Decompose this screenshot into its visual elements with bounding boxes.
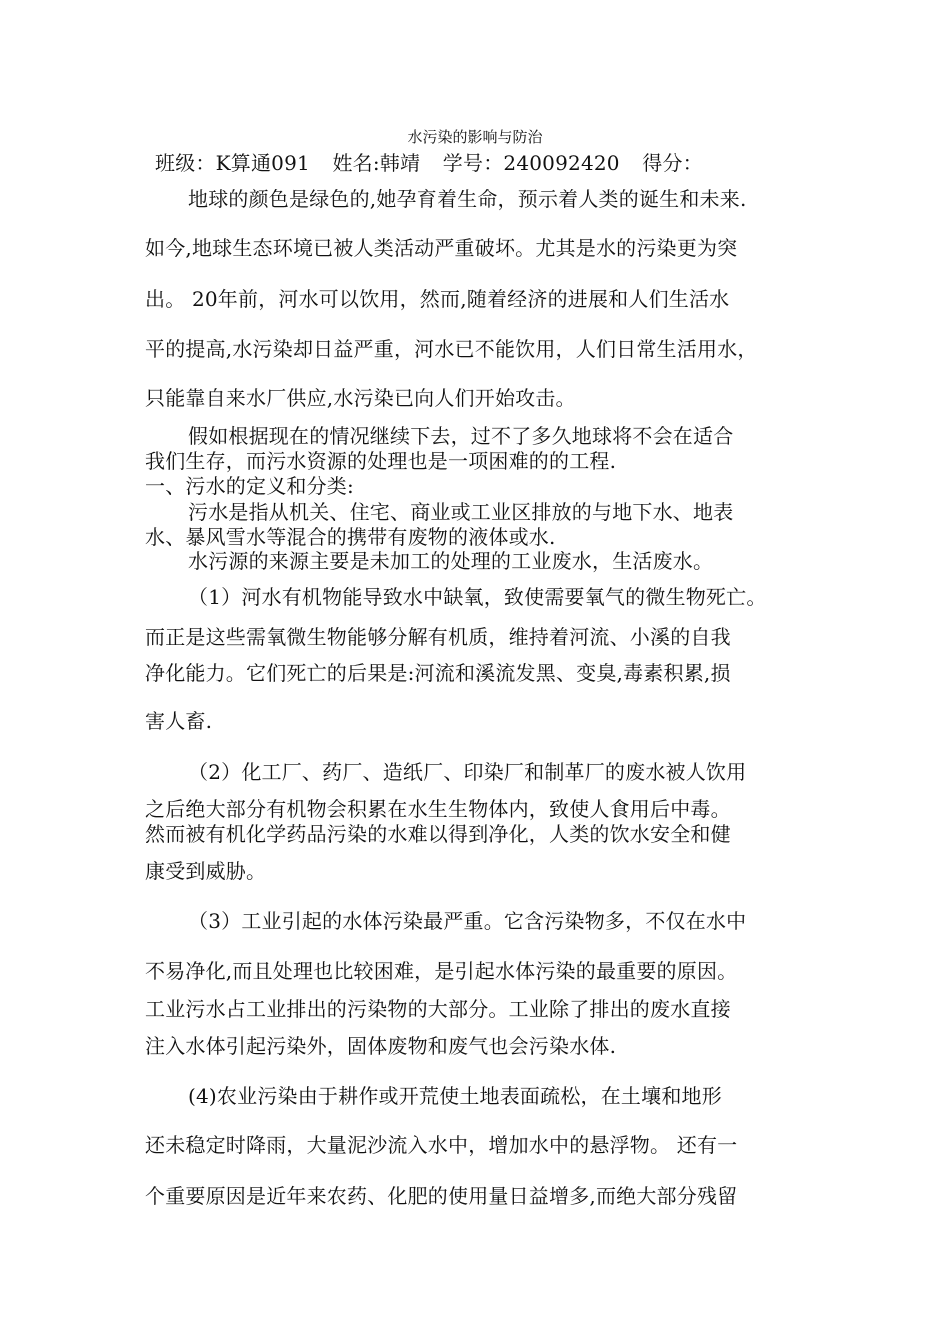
paragraph-line: 水、暴风雪水等混合的携带有废物的液体或水. (145, 525, 556, 549)
paragraph-line: 害人畜. (145, 709, 213, 733)
paragraph-line: 还未稳定时降雨，大量泥沙流入水中，增加水中的悬浮物。 还有一 (145, 1133, 738, 1157)
paragraph-line: 工业污水占工业排出的污染物的大部分。工业除了排出的废水直接 (145, 997, 731, 1021)
name-field: 姓名:韩靖 (332, 151, 421, 175)
paragraph-line: 然而被有机化学药品污染的水难以得到净化，人类的饮水安全和健 (145, 822, 731, 846)
score-field: 得分： (642, 151, 703, 175)
paragraph-line: （3）工业引起的水体污染最严重。它含污染物多，不仅在水中 (188, 909, 747, 933)
paragraph-line: 污水是指从机关、住宅、商业或工业区排放的与地下水、地表 (188, 500, 734, 524)
document-title: 水污染的影响与防治 (407, 128, 543, 146)
paragraph-line: 不易净化,而且处理也比较困难，是引起水体污染的最重要的原因。 (145, 959, 738, 983)
paragraph-line: 只能靠自来水厂供应,水污染已向人们开始攻击。 (145, 386, 576, 410)
paragraph-line: 而正是这些需氧微生物能够分解有机质，维持着河流、小溪的自我 (145, 625, 731, 649)
paragraph-line: 水污源的来源主要是未加工的处理的工业废水，生活废水。 (188, 549, 714, 573)
paragraph-line: （2）化工厂、药厂、造纸厂、印染厂和制革厂的废水被人饮用 (188, 760, 747, 784)
student-info (155, 151, 835, 175)
paragraph-line: 出。 20年前，河水可以饮用，然而,随着经济的进展和人们生活水 (145, 287, 730, 311)
paragraph-line: 注入水体引起污染外，固体废物和废气也会污染水体. (145, 1034, 617, 1058)
paragraph-line: （1）河水有机物能导致水中缺氧，致使需要氧气的微生物死亡。 (188, 585, 767, 609)
paragraph-line: (4)农业污染由于耕作或开荒使土地表面疏松，在土壤和地形 (188, 1084, 722, 1108)
section-heading: 一、污水的定义和分类: (145, 474, 354, 498)
paragraph-line: 净化能力。它们死亡的后果是:河流和溪流发黑、变臭,毒素积累,损 (145, 661, 731, 685)
paragraph-line: 假如根据现在的情况继续下去，过不了多久地球将不会在适合 (188, 424, 734, 448)
paragraph-line: 地球的颜色是绿色的,她孕育着生命，预示着人类的诞生和未来. (188, 187, 747, 211)
paragraph-line: 如今,地球生态环境已被人类活动严重破坏。尤其是水的污染更为突 (145, 236, 738, 260)
paragraph-line: 我们生存，而污水资源的处理也是一项困难的的工程. (145, 449, 617, 473)
class-field: 班级：K算通091 (155, 151, 310, 175)
student-id-field: 学号：240092420 (442, 151, 620, 175)
paragraph-line: 平的提高,水污染却日益严重，河水已不能饮用，人们日常生活用水， (145, 337, 758, 361)
paragraph-line: 康受到威胁。 (145, 859, 267, 883)
paragraph-line: 个重要原因是近年来农药、化肥的使用量日益增多,而绝大部分残留 (145, 1184, 738, 1208)
paragraph-line: 之后绝大部分有机物会积累在水生生物体内，致使人食用后中毒。 (145, 797, 731, 821)
